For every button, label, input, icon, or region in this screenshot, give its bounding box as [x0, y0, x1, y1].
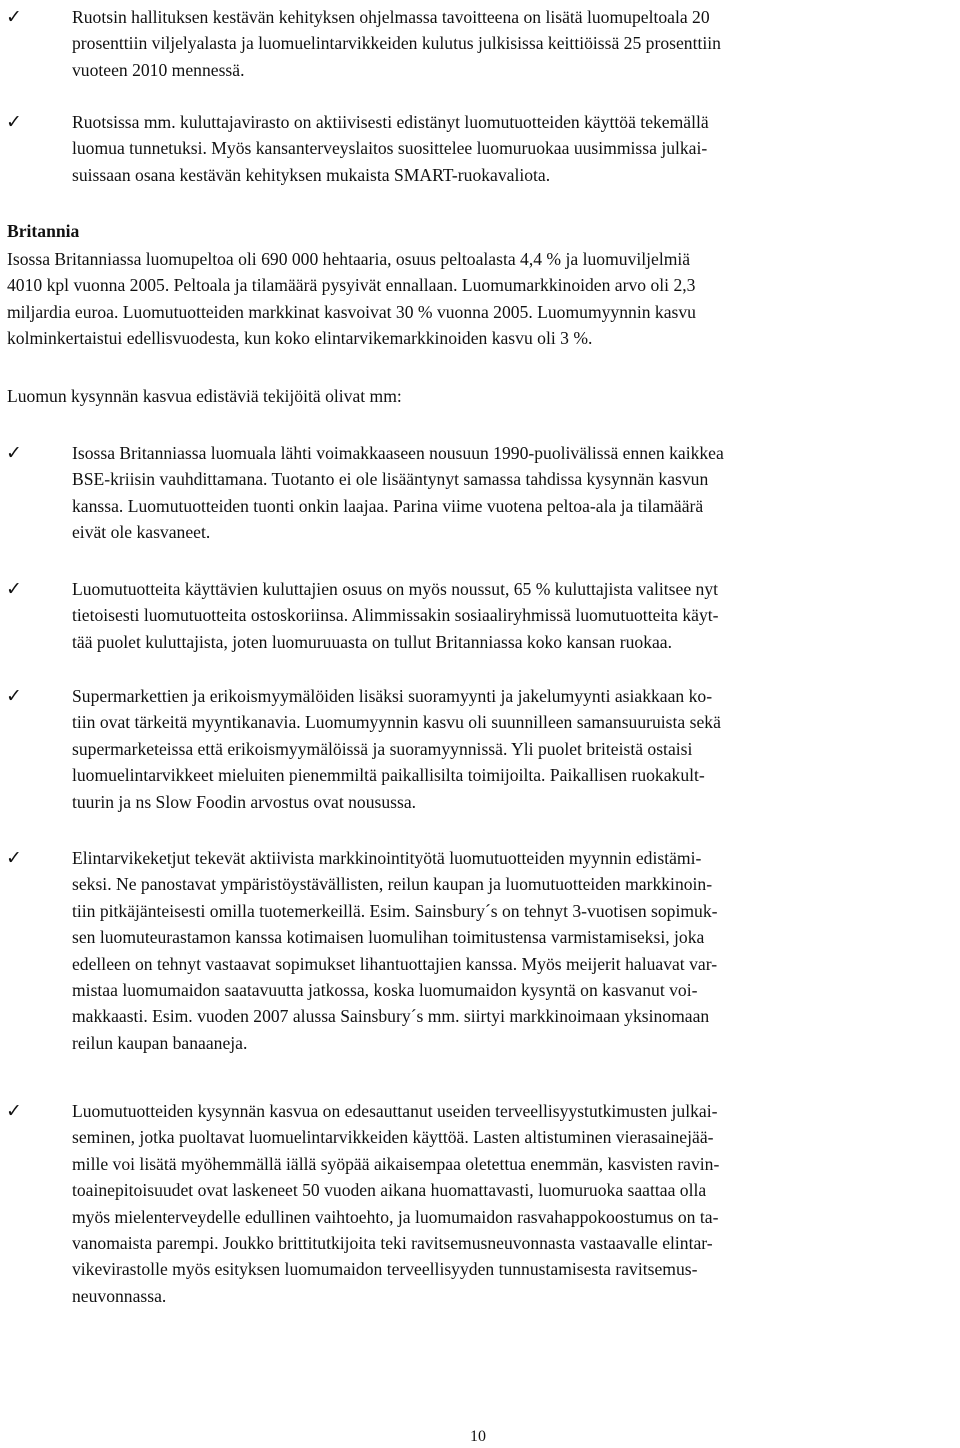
bullet-text — [72, 4, 955, 83]
bullet-text — [72, 576, 955, 655]
text-line: seminen, jotka puoltavat luomuelintarvikkeiden käyttöä. Lasten altistuminen vierasainejää- — [72, 1127, 714, 1148]
text-line: reilun kaupan banaaneja. — [72, 1032, 248, 1053]
text-line: Supermarkettien ja erikoismyymälöiden lisäksi suoramyynti ja jakelumyynti asiakkaan ko- — [72, 686, 713, 706]
text-line: Elintarvikeketjut tekevät aktiivista markkinointityötä luomutuotteiden myynnin edistämi- — [72, 848, 702, 868]
bullet-text — [72, 440, 955, 546]
text-line: supermarketeissa että erikoismyymälöissä ja suoramyynnissä. Yli puolet briteistä ostaisi — [72, 738, 693, 759]
text-line: mille voi lisätä myöhemmällä iällä syöpää aikaisempaa oletettua enemmän, kasvisten ravin- — [72, 1153, 720, 1174]
text-line: tuurin ja ns Slow Foodin arvostus ovat nousussa. — [72, 791, 417, 812]
text-line: tää puolet kuluttajista, joten luomuruuasta on tullut Britanniassa koko kansan ruokaa. — [72, 631, 673, 652]
intro-sentence — [7, 383, 957, 409]
text-line: luomua tunnetuksi. Myös kansanterveyslaitos suosittelee luomuruokaa uusimmissa julkai- — [72, 138, 708, 159]
check-icon: ✓ — [6, 442, 22, 464]
check-icon: ✓ — [6, 1100, 22, 1122]
text-line: prosenttiin viljelyalasta ja luomuelintarvikkeiden kulutus julkisissa keittiöissä 25 prosenttiin — [72, 33, 721, 54]
text-line: Ruotsissa mm. kuluttajavirasto on aktiivisesti edistänyt luomutuotteiden käyttöä tekemällä — [72, 112, 709, 132]
text-line: vikevirastolle myös esityksen luomumaidon terveellisyyden tunnustamisesta ravitsemus- — [72, 1259, 698, 1280]
text-line: sen luomuteurastamon kanssa kotimaisen luomulihan toimitustensa varmistamiseksi, joka — [72, 927, 705, 948]
text-line: Isossa Britanniassa luomuala lähti voimakkaaseen nousuun 1990-puolivälissä ennen kaikkea — [72, 443, 724, 463]
text-line: tietoisesti luomutuotteita ostoskoriinsa. Alimmissakin sosiaaliryhmissä luomutuotteita käyt- — [72, 605, 719, 626]
britannia-paragraph — [7, 246, 957, 352]
text-line: vanomaista parempi. Joukko brittitutkijoita teki ravitsemusneuvonnasta vastaavalle elintar- — [72, 1233, 713, 1254]
text-line: Luomun kysynnän kasvua edistäviä tekijöitä olivat mm: — [7, 386, 402, 406]
text-line: mistaa luomumaidon saatavuutta jatkossa, koska luomumaidon kysyntä on kasvanut voi- — [72, 980, 698, 1001]
check-icon: ✓ — [6, 6, 22, 28]
text-line: kanssa. Luomutuotteiden tuonti onkin laajaa. Parina viime vuotena peltoa-ala ja tilamäärä — [72, 495, 704, 516]
text-line: eivät ole kasvaneet. — [72, 522, 211, 543]
text-line: BSE-kriisin vauhdittamana. Tuotanto ei ole lisääntynyt samassa tahdissa kysynnän kasvun — [72, 469, 709, 490]
text-line: Ruotsin hallituksen kestävän kehityksen ohjelmassa tavoitteena on lisätä luomupeltoala 20 — [72, 7, 710, 27]
text-line: tiin ovat tärkeitä myyntikanavia. Luomumyynnin kasvu oli suunnilleen samansuuruista sekä — [72, 712, 721, 733]
check-icon: ✓ — [6, 578, 22, 600]
text-line: Luomutuotteita käyttävien kuluttajien osuus on myös noussut, 65 % kuluttajista valitsee nyt — [72, 579, 719, 599]
text-line: myös mielenterveydelle edullinen vaihtoehto, ja luomumaidon rasvahappokoostumus on ta- — [72, 1206, 719, 1227]
text-line: makkaasti. Esim. vuoden 2007 alussa Sainsbury´s mm. siirtyi markkinoimaan yksinomaan — [72, 1006, 710, 1027]
text-line: neuvonnassa. — [72, 1285, 167, 1306]
text-line: Isossa Britanniassa luomupeltoa oli 690 000 hehtaaria, osuus peltoalasta 4,4 % ja luomuviljelmiä — [7, 249, 691, 269]
text-line: edelleen on tehnyt vastaavat sopimukset lihantuottajien kanssa. Myös meijerit haluavat var- — [72, 953, 718, 974]
bullet-text — [72, 845, 955, 1056]
text-line: vuoteen 2010 mennessä. — [72, 59, 245, 80]
check-icon: ✓ — [6, 685, 22, 707]
text-line: miljardia euroa. Luomutuotteiden markkinat kasvoivat 30 % vuonna 2005. Luomumyynnin kasvu — [7, 301, 696, 322]
check-icon: ✓ — [6, 111, 22, 133]
text-line: suissaan osana kestävän kehityksen mukaista SMART-ruokavaliota. — [72, 164, 551, 185]
text-line: Luomutuotteiden kysynnän kasvua on edesauttanut useiden terveellisyystutkimusten julkai- — [72, 1101, 718, 1121]
text-line: tiin pitkäjänteisesti omilla tuotemerkeillä. Esim. Sainsbury´s on tehnyt 3-vuotisen sopimuk- — [72, 900, 718, 921]
section-heading: Britannia — [7, 221, 80, 241]
bullet-text — [72, 683, 955, 815]
text-line: kolminkertaistui edellisvuodesta, kun koko elintarvikemarkkinoiden kasvu oli 3 %. — [7, 328, 593, 349]
page-number: 10 — [470, 1428, 486, 1445]
text-line: toainepitoisuudet ovat laskeneet 50 vuoden aikana huomattavasti, luomuruoka saattaa olla — [72, 1180, 707, 1201]
text-line: 4010 kpl vuonna 2005. Peltoala ja tilamäärä pysyivät ennallaan. Luomumarkkinoiden arvo oli 2,3 — [7, 275, 696, 296]
text-line: luomuelintarvikkeet mieluiten pienemmiltä paikallisilta toimijoilta. Paikallisen ruokakult- — [72, 765, 705, 786]
text-line: seksi. Ne panostavat ympäristöystävällisten, reilun kaupan ja luomutuotteiden markkinoin- — [72, 874, 713, 895]
bullet-text — [72, 109, 955, 188]
bullet-text — [72, 1098, 955, 1309]
check-icon: ✓ — [6, 847, 22, 869]
